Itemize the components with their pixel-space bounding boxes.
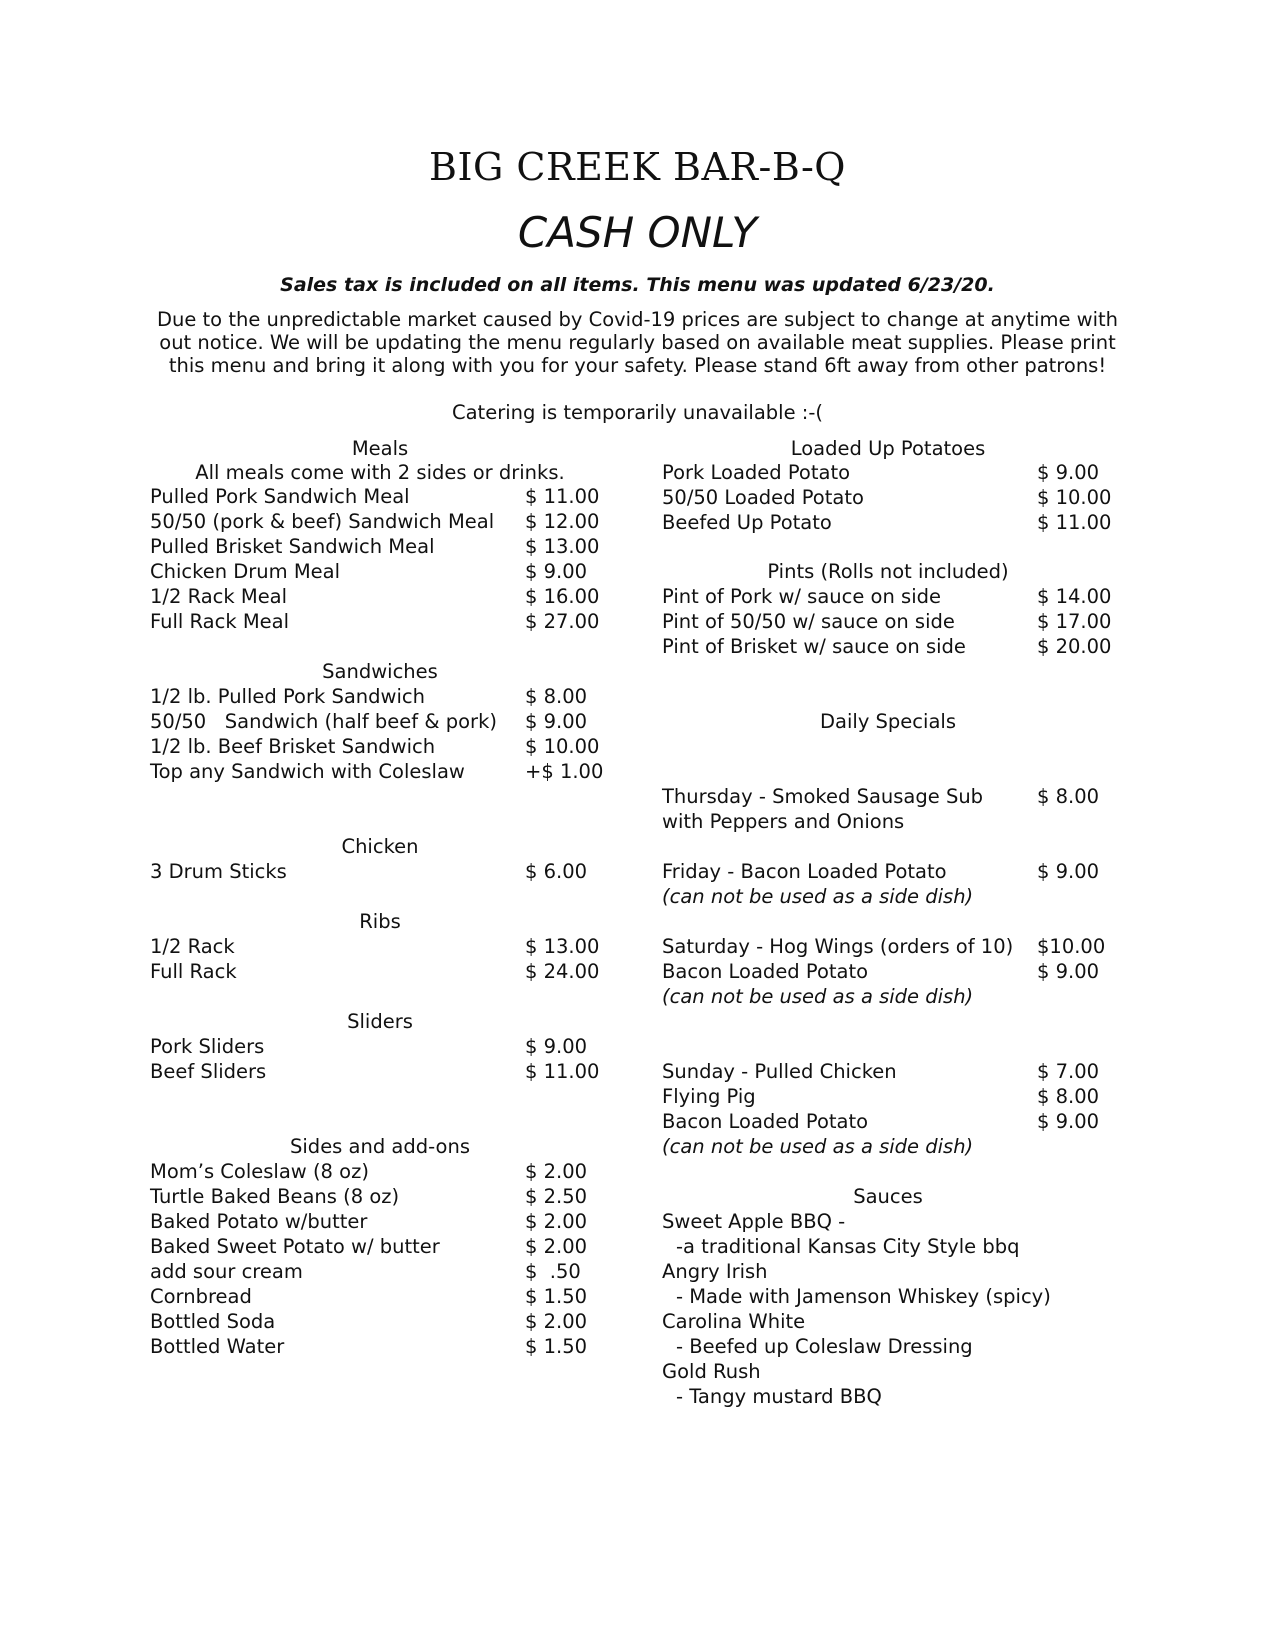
menu-item-price: $ 10.00 bbox=[525, 735, 600, 758]
menu-item-price: $ 13.00 bbox=[525, 935, 600, 958]
menu-item-name: 50/50 (pork & beef) Sandwich Meal bbox=[150, 510, 495, 533]
menu-item-name: Pint of Brisket w/ sauce on side bbox=[662, 635, 966, 658]
menu-item-name: Baked Potato w/butter bbox=[150, 1210, 368, 1233]
restaurant-title: BIG CREEK BAR-B-Q bbox=[429, 145, 846, 189]
special-price: $ 9.00 bbox=[1037, 1110, 1100, 1133]
menu-item-price: $ 2.50 bbox=[525, 1185, 588, 1208]
menu-item-name: 1/2 lb. Beef Brisket Sandwich bbox=[150, 735, 436, 758]
menu-item-name: Pulled Brisket Sandwich Meal bbox=[150, 535, 435, 558]
menu-item-price: $ 6.00 bbox=[525, 860, 588, 883]
catering-note: Catering is temporarily unavailable :-( bbox=[451, 401, 823, 424]
menu-item-name: 1/2 lb. Pulled Pork Sandwich bbox=[150, 685, 425, 708]
special-note: (can not be used as a side dish) bbox=[662, 885, 974, 908]
menu-item-price: $ 27.00 bbox=[525, 610, 600, 633]
menu-item-name: 50/50 Loaded Potato bbox=[662, 486, 864, 509]
sauce-name: Angry Irish bbox=[662, 1260, 768, 1283]
special-price: $10.00 bbox=[1037, 935, 1106, 958]
menu-item-price: $ 2.00 bbox=[525, 1210, 588, 1233]
menu-item-name: Bottled Soda bbox=[150, 1310, 276, 1333]
special-price: $ 8.00 bbox=[1037, 785, 1100, 808]
special-note: (can not be used as a side dish) bbox=[662, 985, 974, 1008]
potatoes-heading: Loaded Up Potatoes bbox=[790, 437, 986, 460]
sauces-heading: Sauces bbox=[853, 1185, 923, 1208]
menu-item-name: Pulled Pork Sandwich Meal bbox=[150, 485, 410, 508]
menu-item-name: Cornbread bbox=[150, 1285, 252, 1308]
menu-item-price: $ 9.00 bbox=[525, 560, 588, 583]
menu-item-price: $ 14.00 bbox=[1037, 585, 1112, 608]
special-price: $ 7.00 bbox=[1037, 1060, 1100, 1083]
special-price: $ 9.00 bbox=[1037, 860, 1100, 883]
sides-heading: Sides and add-ons bbox=[290, 1135, 470, 1158]
chicken-heading: Chicken bbox=[341, 835, 419, 858]
menu-item-price: $ 16.00 bbox=[525, 585, 600, 608]
menu-item-name: Pint of 50/50 w/ sauce on side bbox=[662, 610, 955, 633]
special-price: $ 9.00 bbox=[1037, 960, 1100, 983]
daily-specials-heading: Daily Specials bbox=[820, 710, 956, 733]
menu-item-price: $ 8.00 bbox=[525, 685, 588, 708]
menu-item-price: $ 9.00 bbox=[1037, 461, 1100, 484]
menu-item-price: $ 13.00 bbox=[525, 535, 600, 558]
special-thursday: Thursday - Smoked Sausage Sub bbox=[662, 785, 984, 808]
menu-item-price: $ 1.50 bbox=[525, 1285, 588, 1308]
special-item: Flying Pig bbox=[662, 1085, 756, 1108]
sauce-name: Sweet Apple BBQ - bbox=[662, 1210, 846, 1233]
menu-item-name: Full Rack Meal bbox=[150, 610, 290, 633]
sauce-description: - Made with Jamenson Whiskey (spicy) bbox=[676, 1285, 1051, 1308]
menu-item-price: $ 2.00 bbox=[525, 1235, 588, 1258]
special-saturday: Saturday - Hog Wings (orders of 10) bbox=[662, 935, 1014, 958]
covid-notice: Due to the unpredictable market caused by Covid-19 prices are subject to change at anytime with out notice. We will be updating the menu regularly based on available meat supplies. Please print this menu and bring it along with you for your safety. Please stand 6ft away from other patrons! bbox=[156, 308, 1119, 377]
sauce-description: -a traditional Kansas City Style bbq bbox=[676, 1235, 1020, 1258]
special-sunday: Sunday - Pulled Chicken bbox=[662, 1060, 897, 1083]
menu-item-price: $ 1.50 bbox=[525, 1335, 588, 1358]
menu-item-price: $ 2.00 bbox=[525, 1160, 588, 1183]
menu-item-name: Beefed Up Potato bbox=[662, 511, 832, 534]
menu-item-price: $ 17.00 bbox=[1037, 610, 1112, 633]
menu-item-price: $ 12.00 bbox=[525, 510, 600, 533]
menu-item-price: $ 10.00 bbox=[1037, 486, 1112, 509]
meals-heading: Meals bbox=[351, 437, 409, 460]
menu-item-name: Beef Sliders bbox=[150, 1060, 267, 1083]
cash-only-heading: CASH ONLY bbox=[517, 208, 758, 257]
ribs-heading: Ribs bbox=[359, 910, 401, 933]
special-detail: with Peppers and Onions bbox=[662, 810, 905, 833]
special-item: Bacon Loaded Potato bbox=[662, 1110, 869, 1133]
menu-item-price: $ 11.00 bbox=[525, 485, 600, 508]
sandwiches-heading: Sandwiches bbox=[322, 660, 438, 683]
sauce-name: Gold Rush bbox=[662, 1360, 761, 1383]
sauce-description: - Beefed up Coleslaw Dressing bbox=[676, 1335, 973, 1358]
menu-item-price: $ 11.00 bbox=[525, 1060, 600, 1083]
sauce-name: Carolina White bbox=[662, 1310, 806, 1333]
menu-item-name: Baked Sweet Potato w/ butter bbox=[150, 1235, 440, 1258]
menu-item-name: 3 Drum Sticks bbox=[150, 860, 287, 883]
menu-item-price: $ 9.00 bbox=[525, 710, 588, 733]
menu-item-name: Pint of Pork w/ sauce on side bbox=[662, 585, 941, 608]
menu-item-name: Full Rack bbox=[150, 960, 237, 983]
sauce-description: - Tangy mustard BBQ bbox=[676, 1385, 882, 1408]
menu-item-name: Chicken Drum Meal bbox=[150, 560, 341, 583]
menu-item-name: Bottled Water bbox=[150, 1335, 285, 1358]
menu-item-name: 50/50 Sandwich (half beef & pork) bbox=[150, 710, 497, 733]
menu-item-price: $ 11.00 bbox=[1037, 511, 1112, 534]
tax-note: Sales tax is included on all items. This menu was updated 6/23/20. bbox=[280, 274, 995, 296]
special-friday: Friday - Bacon Loaded Potato bbox=[662, 860, 947, 883]
menu-item-price: $ 9.00 bbox=[525, 1035, 588, 1058]
menu-item-price: $ 20.00 bbox=[1037, 635, 1112, 658]
menu-item-name: add sour cream bbox=[150, 1260, 303, 1283]
menu-item-name: Top any Sandwich with Coleslaw bbox=[150, 760, 465, 783]
menu-item-name: Mom’s Coleslaw (8 oz) bbox=[150, 1160, 369, 1183]
menu-item-name: 1/2 Rack Meal bbox=[150, 585, 288, 608]
menu-item-price: $ .50 bbox=[525, 1260, 581, 1283]
sliders-heading: Sliders bbox=[347, 1010, 413, 1033]
special-note: (can not be used as a side dish) bbox=[662, 1135, 974, 1158]
pints-heading: Pints (Rolls not included) bbox=[767, 560, 1009, 583]
menu-item-price: +$ 1.00 bbox=[525, 760, 604, 783]
menu-item-name: Pork Sliders bbox=[150, 1035, 265, 1058]
meals-subheading: All meals come with 2 sides or drinks. bbox=[195, 461, 565, 484]
menu-item-name: 1/2 Rack bbox=[150, 935, 235, 958]
menu-item-price: $ 24.00 bbox=[525, 960, 600, 983]
menu-item-name: Pork Loaded Potato bbox=[662, 461, 851, 484]
special-price: $ 8.00 bbox=[1037, 1085, 1100, 1108]
menu-item-name: Turtle Baked Beans (8 oz) bbox=[150, 1185, 400, 1208]
special-item: Bacon Loaded Potato bbox=[662, 960, 869, 983]
menu-item-price: $ 2.00 bbox=[525, 1310, 588, 1333]
